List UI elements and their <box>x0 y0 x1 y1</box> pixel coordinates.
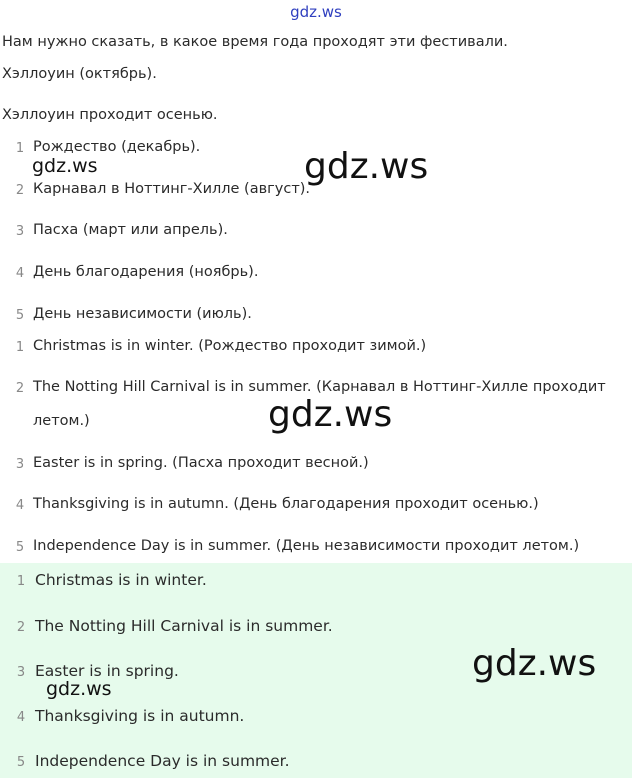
list-number: 2 <box>15 183 25 198</box>
list-number: 3 <box>15 457 25 472</box>
list-item-continuation: летом.) <box>33 413 90 429</box>
watermark: gdz.ws <box>32 155 98 177</box>
list-number: 2 <box>16 620 26 635</box>
example-answer: Хэллоуин проходит осенью. <box>2 107 218 123</box>
list-item: The Notting Hill Carnival is in summer. (Карнавал в Ноттинг-Хилле проходит <box>33 379 606 395</box>
answer-item: Christmas is in winter. <box>35 571 207 589</box>
list-number: 2 <box>15 381 25 396</box>
list-number: 3 <box>15 224 25 239</box>
list-number: 3 <box>16 665 26 680</box>
list-number: 5 <box>15 540 25 555</box>
list-item: Christmas is in winter. (Рождество проходит зимой.) <box>33 338 427 354</box>
list-item: День благодарения (ноябрь). <box>33 264 259 280</box>
answer-item: Thanksgiving is in autumn. <box>35 707 245 725</box>
list-number: 5 <box>16 755 26 770</box>
list-number: 4 <box>15 266 25 281</box>
answer-item: The Notting Hill Carnival is in summer. <box>35 617 333 635</box>
list-number: 4 <box>15 498 25 513</box>
watermark: gdz.ws <box>304 146 429 187</box>
list-number: 4 <box>16 710 26 725</box>
list-item: Independence Day is in summer. (День независимости проходит летом.) <box>33 538 580 554</box>
list-number: 5 <box>15 308 25 323</box>
answer-item: Independence Day is in summer. <box>35 752 290 770</box>
list-number: 1 <box>15 340 25 355</box>
watermark: gdz.ws <box>268 394 393 435</box>
watermark: gdz.ws <box>46 678 112 700</box>
list-item: Карнавал в Ноттинг-Хилле (август). <box>33 181 311 197</box>
list-number: 1 <box>15 141 25 156</box>
watermark: gdz.ws <box>472 643 597 684</box>
answer-item: Easter is in spring. <box>35 662 179 680</box>
example-festival: Хэллоуин (октябрь). <box>2 66 157 82</box>
list-item: День независимости (июль). <box>33 306 252 322</box>
task-statement: Нам нужно сказать, в какое время года проходят эти фестивали. <box>2 34 508 50</box>
list-item: Easter is in spring. (Пасха проходит весной.) <box>33 455 369 471</box>
list-number: 1 <box>16 574 26 589</box>
list-item: Рождество (декабрь). <box>33 139 201 155</box>
list-item: Пасха (март или апрель). <box>33 222 228 238</box>
site-logo[interactable]: gdz.ws <box>290 3 342 21</box>
list-item: Thanksgiving is in autumn. (День благодарения проходит осенью.) <box>33 496 539 512</box>
